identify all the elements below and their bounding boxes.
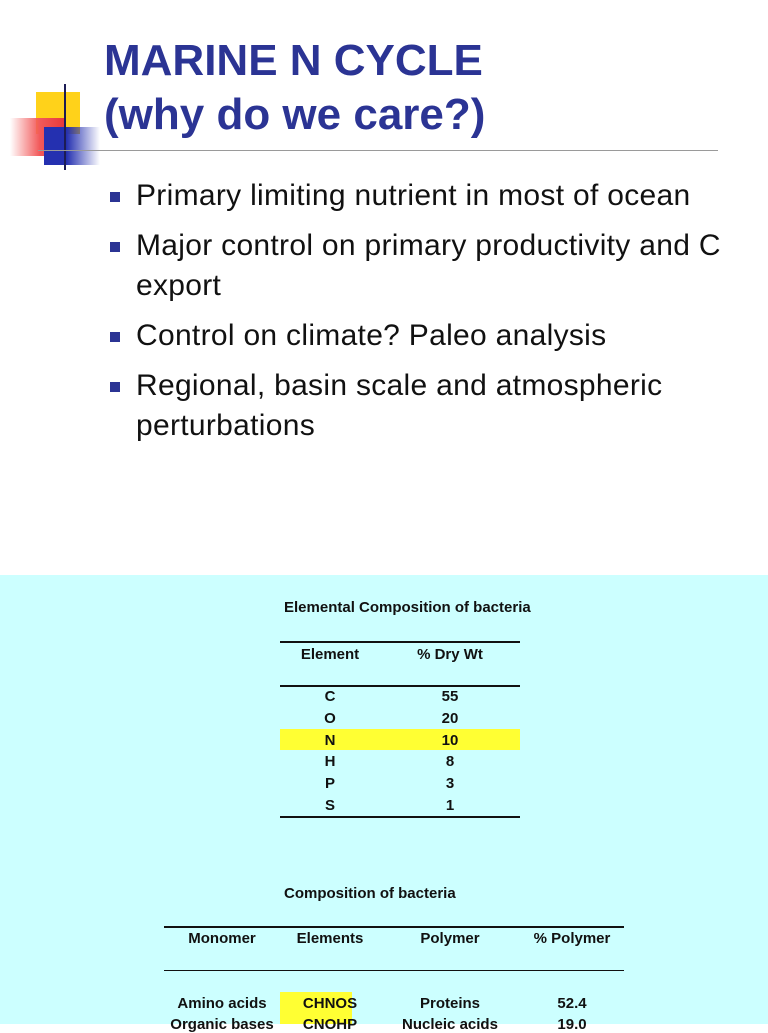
slide-title (104, 34, 485, 142)
table-1-cell-element: H (324, 753, 336, 770)
table-1-bottom-rule (280, 816, 520, 818)
bullet-list (106, 176, 746, 456)
table-1-cell-value: 1 (445, 797, 455, 814)
table-1-cell-value: 8 (445, 753, 455, 770)
table-1-cell-element: O (324, 710, 336, 727)
bullet-text: Major control on primary productivity and C export (136, 229, 721, 302)
table-1-cell-element: S (324, 797, 335, 814)
table-1-cell-element: C (324, 688, 336, 705)
bullet-item (106, 366, 746, 446)
table-2-header-rule (164, 970, 624, 971)
table-2-header-elements: Elements (296, 930, 364, 947)
table-2-cell-monomer: Amino acids (177, 995, 267, 1012)
table-1-cell-value: 20 (441, 710, 459, 727)
bullet-square-icon (110, 192, 120, 202)
bullet-square-icon (110, 242, 120, 252)
table-1-cell-element: P (324, 775, 335, 792)
table-2-cell-polymer: Nucleic acids (402, 1016, 498, 1033)
bullet-item (106, 316, 746, 356)
table-2-header-monomer: Monomer (188, 930, 256, 947)
decorative-vertical-line (64, 84, 66, 170)
bullet-text: Primary limiting nutrient in most of ocean (136, 179, 691, 212)
bullet-text: Regional, basin scale and atmospheric perturbations (136, 369, 663, 442)
table-2-header-percent-polymer: % Polymer (533, 930, 611, 947)
table-1-cell-value: 3 (445, 775, 455, 792)
bullet-square-icon (110, 382, 120, 392)
table-2-top-rule (164, 926, 624, 928)
table-2-cell-elements: CNOHP (302, 1016, 358, 1033)
table-1-header-rule (280, 685, 520, 687)
table-1-top-rule (280, 641, 520, 643)
table-2-cell-percent: 19.0 (557, 1016, 587, 1033)
table-2-header-polymer: Polymer (420, 930, 480, 947)
table-1-cell-value: 55 (441, 688, 459, 705)
table-2-title: Composition of bacteria (284, 885, 456, 902)
bullet-square-icon (110, 332, 120, 342)
table-1-header-dry-weight: % Dry Wt (417, 646, 483, 663)
table-2-cell-elements: CHNOS (302, 995, 358, 1012)
table-1-title: Elemental Composition of bacteria (284, 599, 531, 616)
bullet-text: Control on climate? Paleo analysis (136, 319, 607, 352)
slide-title-line-1: MARINE N CYCLE (104, 36, 483, 85)
table-2-cell-monomer: Organic bases (170, 1016, 274, 1033)
bullet-item (106, 226, 746, 306)
title-underline (38, 150, 718, 151)
tables-panel (0, 575, 768, 1033)
slide-title-line-2: (why do we care?) (104, 90, 486, 139)
table-2-cell-percent: 52.4 (557, 995, 587, 1012)
decorative-blue-square (44, 127, 100, 165)
table-2-cell-polymer: Proteins (419, 995, 480, 1012)
table-1-cell-element: N (324, 732, 336, 749)
table-1-header-element: Element (300, 646, 360, 663)
table-1-cell-value: 10 (441, 732, 459, 749)
bullet-item (106, 176, 746, 216)
